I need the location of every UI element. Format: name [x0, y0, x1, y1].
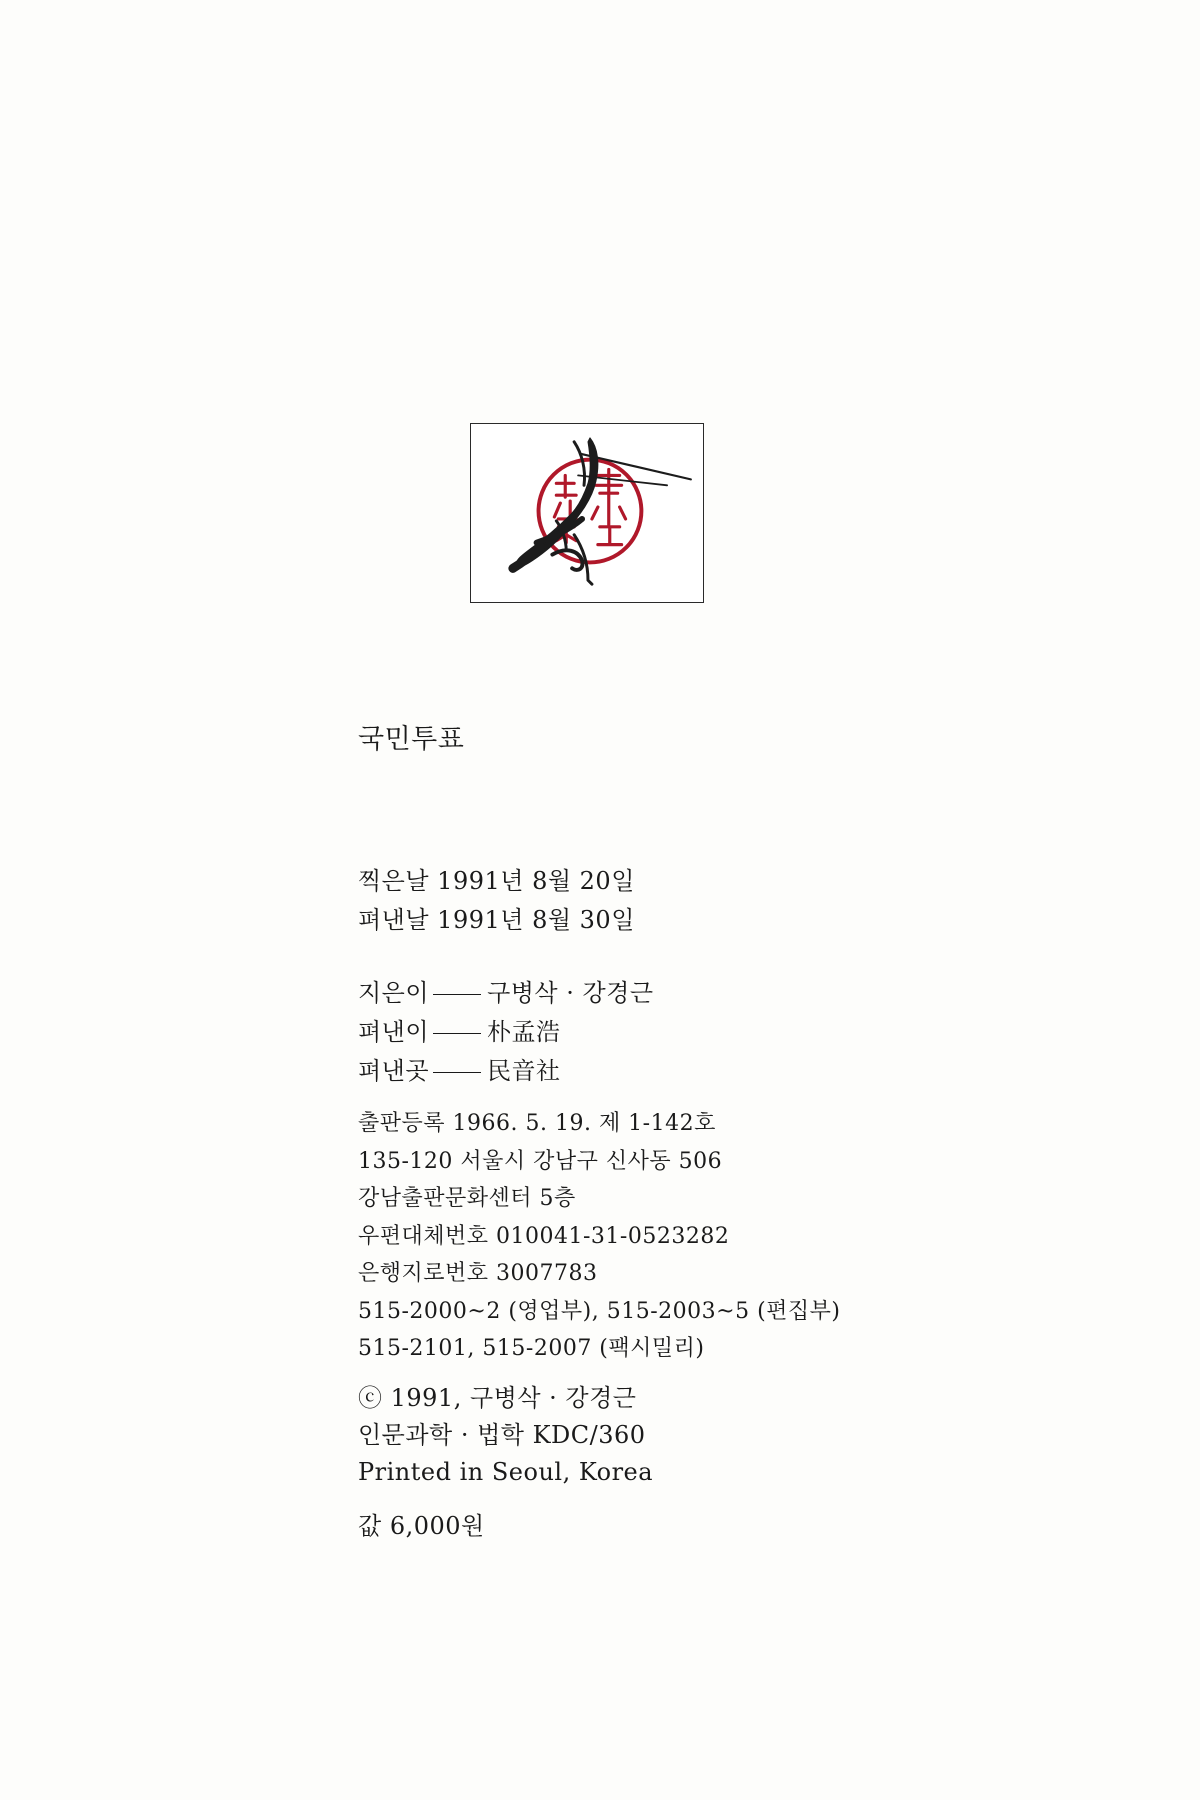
- publishing-date: 펴낸날 1991년 8월 30일: [358, 906, 635, 934]
- author-seal-stamp: [470, 423, 704, 603]
- seal-stamp-graphic: [471, 424, 703, 602]
- fax-line: 515-2101, 515-2007 (팩시밀리): [358, 1336, 705, 1361]
- building-line: 강남출판문화센터 5층: [358, 1186, 576, 1211]
- printing-date: 찍은날 1991년 8월 20일: [358, 867, 635, 895]
- credit-publisher-person: [358, 1013, 1058, 1052]
- credit-author: [358, 974, 1058, 1013]
- printed-in-line: Printed in Seoul, Korea: [358, 1457, 654, 1486]
- credit-label: 펴낸곳: [358, 1057, 430, 1085]
- credit-dash: [433, 1072, 481, 1073]
- credit-publisher-house: [358, 1052, 1058, 1091]
- credit-dash: [433, 994, 481, 995]
- colophon-text-block: [358, 720, 1058, 1546]
- bank-giro-line: 은행지로번호 3007783: [358, 1261, 598, 1286]
- credit-label: 펴낸이: [358, 1018, 430, 1046]
- publisher-info: [358, 1105, 1058, 1368]
- phone-line: 515-2000~2 (영업부), 515-2003~5 (편집부): [358, 1298, 841, 1324]
- price: 값 6,000원: [358, 1511, 485, 1540]
- credit-value: 朴孟浩: [487, 1018, 561, 1046]
- credits-section: [358, 974, 1058, 1091]
- credit-label: 지은이: [358, 979, 430, 1007]
- copyright-section: [358, 1380, 1058, 1491]
- registration-line: 출판등록 1966. 5. 19. 제 1-142호: [358, 1111, 716, 1136]
- postal-transfer-line: 우편대체번호 010041-31-0523282: [358, 1223, 730, 1249]
- book-title: 국민투표: [358, 724, 465, 755]
- classification-line: 인문과학 · 법학 KDC/360: [358, 1420, 646, 1449]
- publication-dates: [358, 862, 1058, 940]
- copyright-line: ⓒ 1991, 구병삭 · 강경근: [358, 1383, 637, 1412]
- credit-value: 民音社: [487, 1057, 561, 1085]
- credit-value: 구병삭 · 강경근: [487, 979, 654, 1007]
- address-line: 135-120 서울시 강남구 신사동 506: [358, 1148, 723, 1174]
- credit-dash: [433, 1033, 481, 1034]
